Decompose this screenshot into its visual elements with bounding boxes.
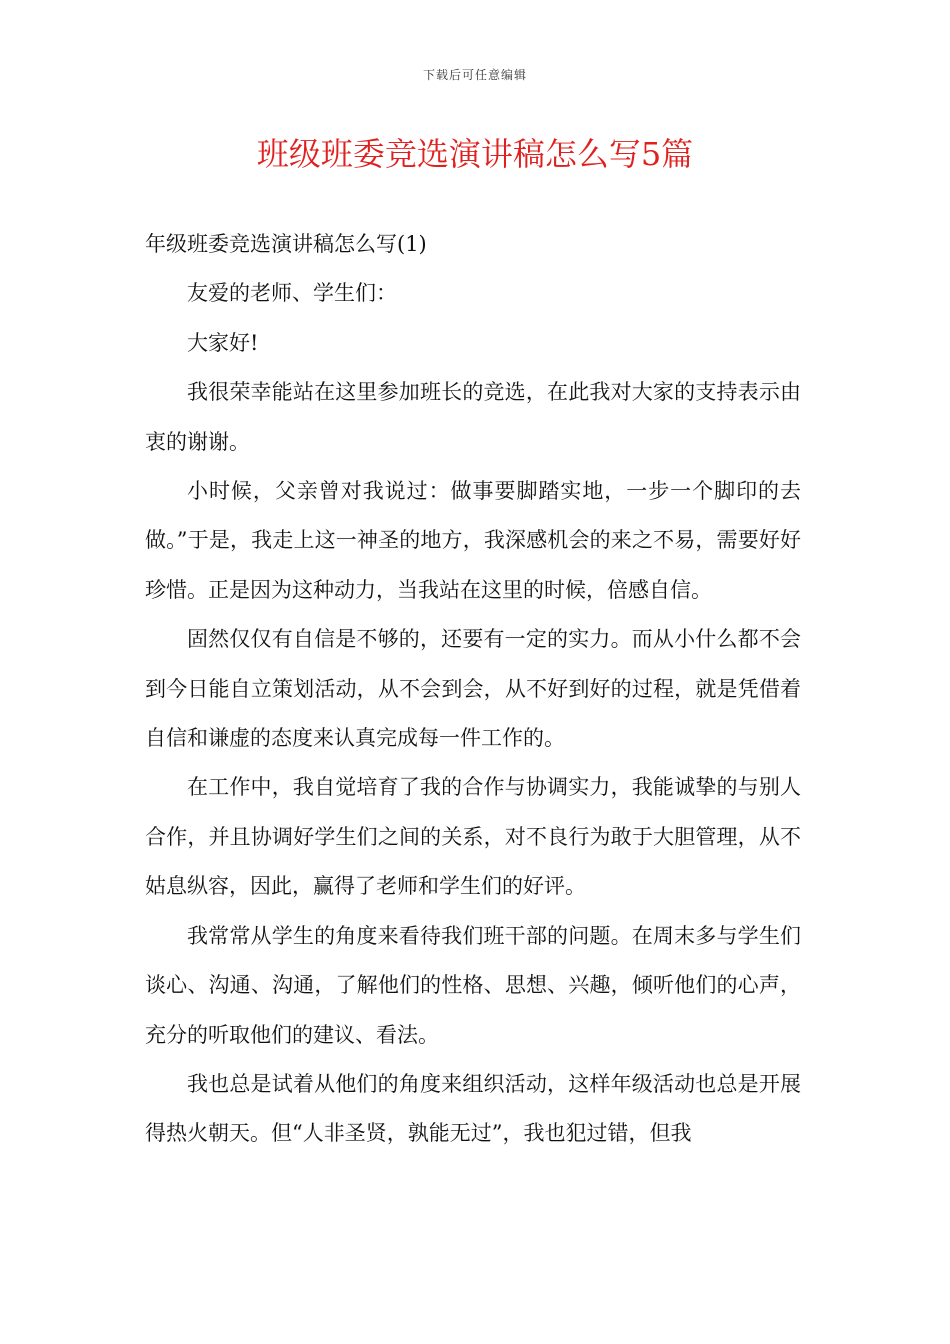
paragraph-greeting: 友爱的老师、学生们：: [187, 281, 397, 306]
paragraph-salutation: 大家好!: [187, 330, 259, 355]
paragraph: 在工作中，我自觉培育了我的合作与协调实力，我能诚挚的与别人合作，并且协调好学生们之间的关系，对不良行为敢于大胆管理，从不姑息纵容，因此，赢得了老师和学生们的好评。: [145, 775, 801, 899]
paragraph: 我常常从学生的角度来看待我们班干部的问题。在周末多与学生们谈心、沟通、沟通，了解他们的性格、思想、兴趣，倾听他们的心声，充分的听取他们的建议、看法。: [145, 923, 801, 1047]
document-title: 班级班委竞选演讲稿怎么写5篇: [256, 135, 694, 173]
paragraph: 我也总是试着从他们的角度来组织活动，这样年级活动也总是开展得热火朝天。但“人非圣贤，孰能无过”，我也犯过错，但我: [145, 1071, 801, 1146]
page-header-note: 下载后可任意编辑: [422, 68, 527, 82]
document-body: [145, 220, 801, 1159]
section-title: 年级班委竞选演讲稿怎么写(1): [145, 232, 427, 256]
paragraph: 固然仅仅有自信是不够的，还要有一定的实力。而从小什么都不会到今日能自立策划活动，从不会到会，从不好到好的过程，就是凭借着自信和谦虚的态度来认真完成每一件工作的。: [145, 627, 801, 751]
paragraph: 小时候，父亲曾对我说过：做事要脚踏实地，一步一个脚印的去做。”于是，我走上这一神圣的地方，我深感机会的来之不易，需要好好珍惜。正是因为这种动力，当我站在这里的时候，倍感自信。: [145, 479, 801, 602]
paragraph: 我很荣幸能站在这里参加班长的竞选，在此我对大家的支持表示由衷的谢谢。: [145, 380, 801, 454]
